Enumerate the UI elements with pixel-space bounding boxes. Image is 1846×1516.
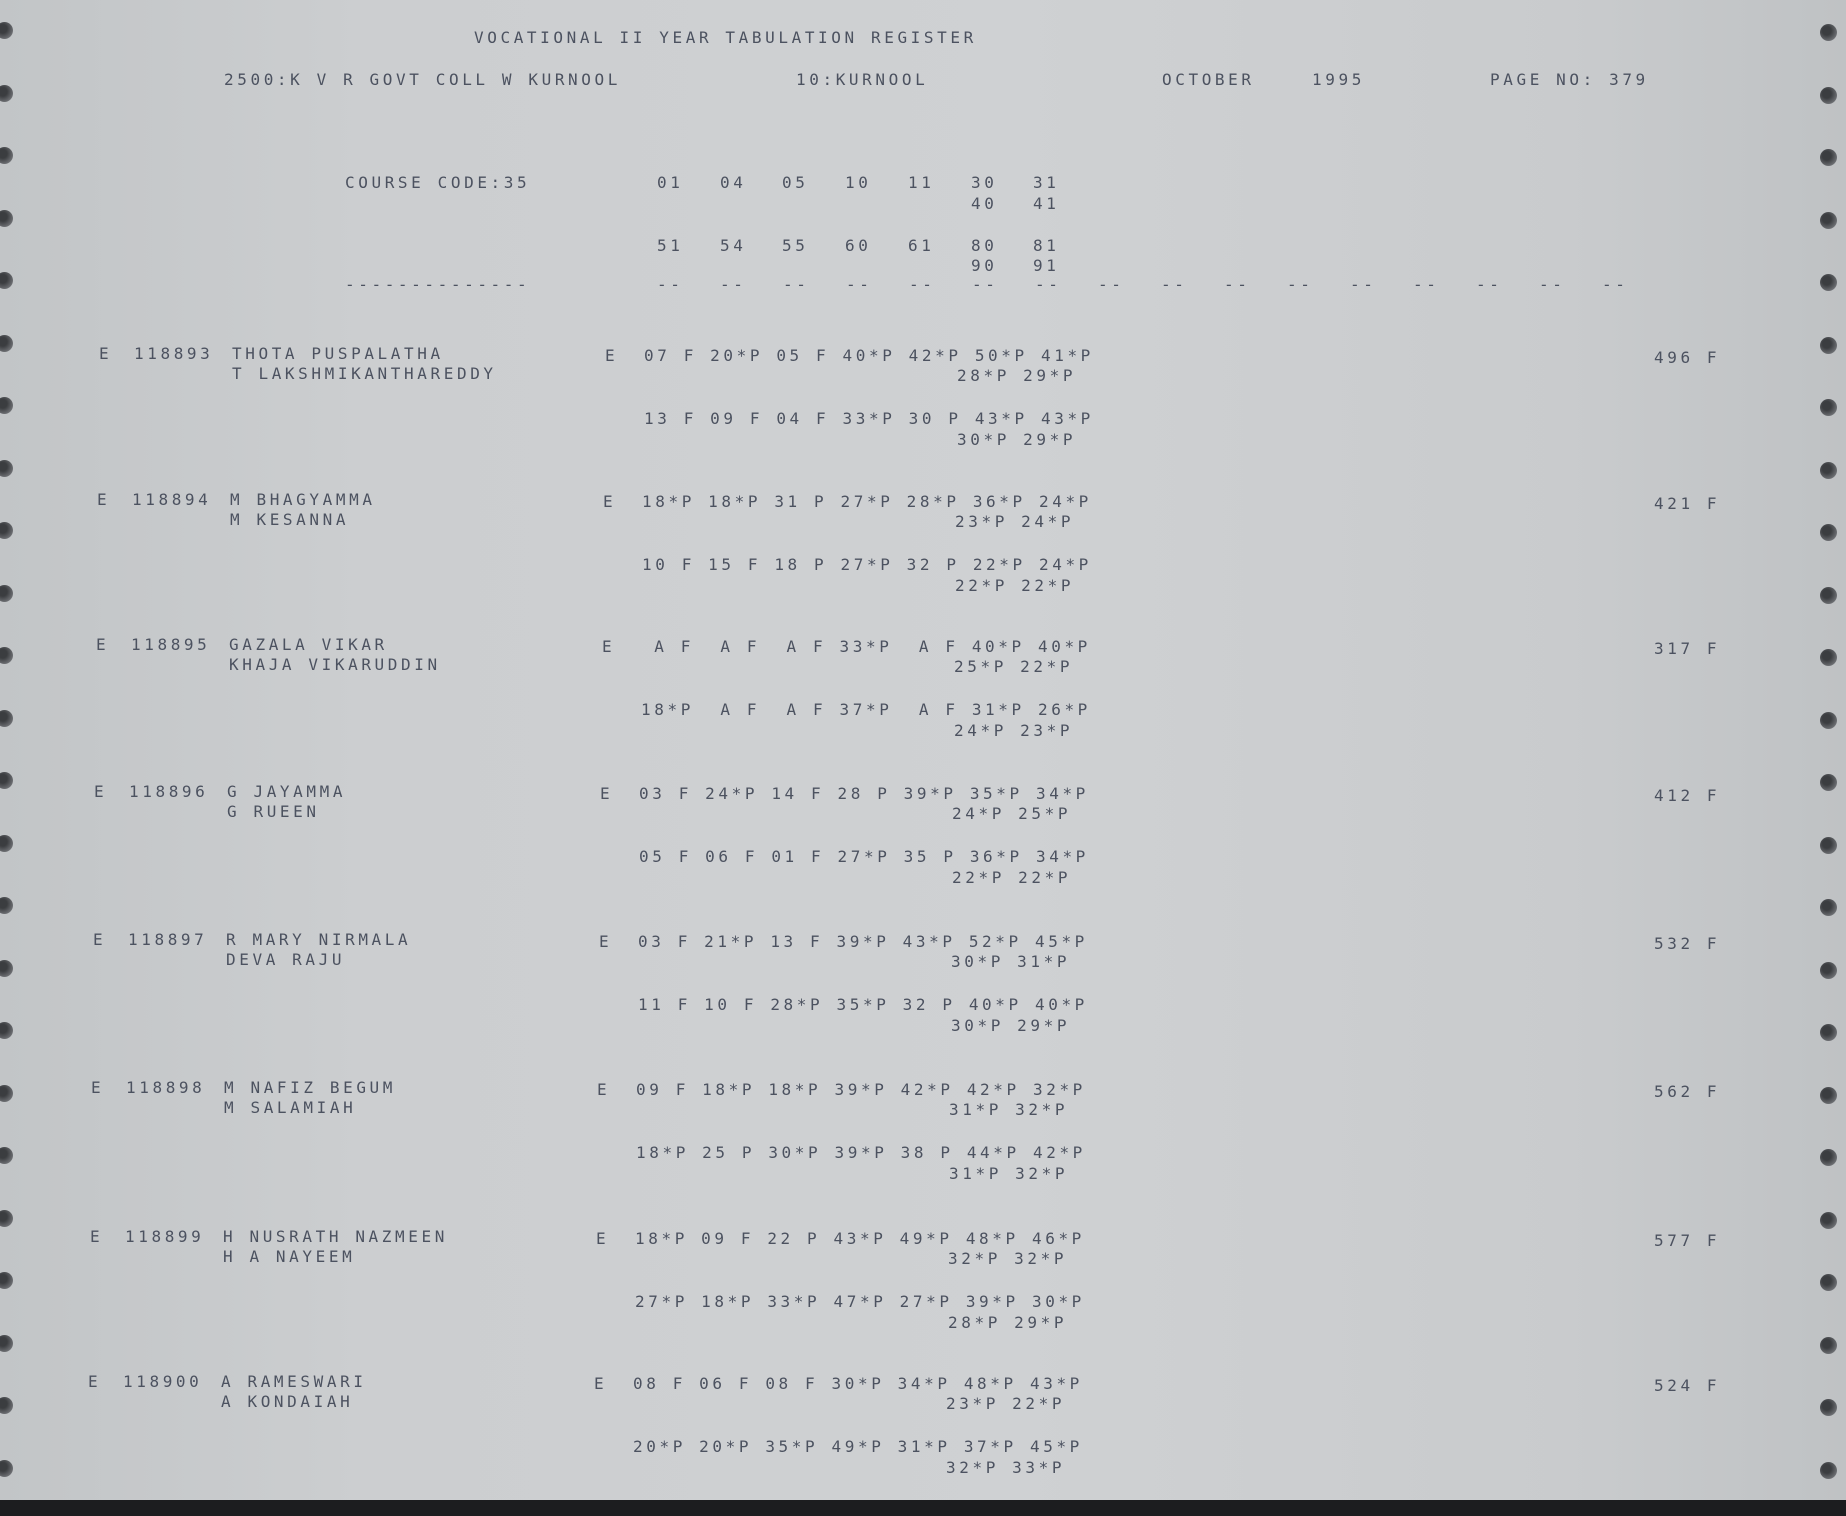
parent-name: H A NAYEEM <box>223 1247 356 1266</box>
subject-code: 55 <box>782 236 809 255</box>
column-dash: -- <box>1539 275 1566 294</box>
parent-name: A KONDAIAH <box>221 1392 354 1411</box>
marks-row-1b: 28*P 29*P <box>957 366 1077 385</box>
perforation-hole <box>1820 87 1837 104</box>
student-name: A RAMESWARI <box>221 1372 367 1391</box>
marks-row-2b: 24*P 23*P <box>954 721 1074 740</box>
exam-month: OCTOBER <box>1162 70 1255 89</box>
marks-row-2: 18*P 25 P 30*P 39*P 38 P 44*P 42*P <box>636 1143 1086 1162</box>
marks-row-1b: 25*P 22*P <box>954 657 1074 676</box>
perforation-hole <box>1820 649 1837 666</box>
marks-row-2b: 32*P 33*P <box>946 1458 1066 1477</box>
perforation-hole <box>1820 1274 1837 1291</box>
subject-code: 80 <box>971 236 998 255</box>
marks-row-2: 20*P 20*P 35*P 49*P 31*P 37*P 45*P <box>633 1437 1083 1456</box>
perforation-hole <box>0 210 13 227</box>
perforation-hole <box>0 1335 13 1352</box>
parent-name: M KESANNA <box>230 510 350 529</box>
subject-code: 90 <box>971 256 998 275</box>
perforation-hole <box>1820 462 1837 479</box>
roll-number: 118895 <box>131 635 211 654</box>
total-result: 524 F <box>1654 1376 1721 1395</box>
marks-row-2b: 22*P 22*P <box>952 868 1072 887</box>
perforation-hole <box>0 147 13 164</box>
subject-code: 60 <box>845 236 872 255</box>
marks-row-1b: 23*P 22*P <box>946 1394 1066 1413</box>
student-name: GAZALA VIKAR <box>229 635 388 654</box>
column-dash: -- <box>783 275 810 294</box>
marks-row-1b: 30*P 31*P <box>951 952 1071 971</box>
perforation-hole <box>0 1085 13 1102</box>
perforation-hole <box>0 1460 13 1477</box>
exam-year: 1995 <box>1312 70 1365 89</box>
subject-code: 05 <box>782 173 809 192</box>
roll-number: 118899 <box>125 1227 205 1246</box>
perforation-hole <box>0 1022 13 1039</box>
student-name: M NAFIZ BEGUM <box>224 1078 397 1097</box>
subject-code: 11 <box>908 173 935 192</box>
subject-code: 54 <box>720 236 747 255</box>
perforation-hole <box>0 1147 13 1164</box>
perforation-hole <box>0 1210 13 1227</box>
parent-name: KHAJA VIKARUDDIN <box>229 655 441 674</box>
subject-code: 41 <box>1033 194 1060 213</box>
subject-code: 40 <box>971 194 998 213</box>
perforation-hole <box>1820 337 1837 354</box>
exam-indicator: E <box>597 1080 611 1099</box>
exam-indicator: E <box>602 637 616 656</box>
exam-indicator: E <box>603 492 617 511</box>
exam-indicator: E <box>605 346 619 365</box>
college-label: 2500:K V R GOVT COLL W KURNOOL <box>224 70 621 89</box>
perforation-hole <box>0 647 13 664</box>
marks-row-1: 08 F 06 F 08 F 30*P 34*P 48*P 43*P <box>633 1374 1083 1393</box>
marks-row-1: 03 F 21*P 13 F 39*P 43*P 52*P 45*P <box>638 932 1088 951</box>
roll-number: 118897 <box>128 930 208 949</box>
subject-code: 51 <box>657 236 684 255</box>
roll-number: 118900 <box>123 1372 203 1391</box>
marks-row-1: A F A F A F 33*P A F 40*P 40*P <box>641 637 1091 656</box>
perforation-hole <box>1820 1337 1837 1354</box>
column-dash: -- <box>972 275 999 294</box>
subject-code: 10 <box>845 173 872 192</box>
subject-code: 61 <box>908 236 935 255</box>
record-flag: E <box>93 930 107 949</box>
subject-code: 30 <box>971 173 998 192</box>
record-flag: E <box>88 1372 102 1391</box>
perforation-hole <box>0 897 13 914</box>
course-dash: -------------- <box>345 275 531 294</box>
total-result: 532 F <box>1654 934 1721 953</box>
marks-row-2b: 30*P 29*P <box>951 1016 1071 1035</box>
page-bottom-edge <box>0 1500 1846 1516</box>
perforation-hole <box>1820 212 1837 229</box>
parent-name: T LAKSHMIKANTHAREDDY <box>232 364 497 383</box>
exam-indicator: E <box>600 784 614 803</box>
column-dash: -- <box>909 275 936 294</box>
perforation-hole <box>1820 149 1837 166</box>
perforation-hole <box>0 960 13 977</box>
marks-row-1b: 23*P 24*P <box>955 512 1075 531</box>
perforation-hole <box>1820 524 1837 541</box>
register-title: VOCATIONAL II YEAR TABULATION REGISTER <box>474 28 977 47</box>
marks-row-2: 10 F 15 F 18 P 27*P 32 P 22*P 24*P <box>642 555 1092 574</box>
marks-row-2: 18*P A F A F 37*P A F 31*P 26*P <box>641 700 1091 719</box>
student-name: R MARY NIRMALA <box>226 930 412 949</box>
page-number: PAGE NO: 379 <box>1490 70 1649 89</box>
perforation-hole <box>1820 1399 1837 1416</box>
perforation-hole <box>0 1272 13 1289</box>
record-flag: E <box>99 344 113 363</box>
perforation-hole <box>1820 24 1837 41</box>
parent-name: DEVA RAJU <box>226 950 346 969</box>
perforation-hole <box>1820 399 1837 416</box>
perforation-hole <box>1820 774 1837 791</box>
perforation-hole <box>1820 1149 1837 1166</box>
subject-code: 04 <box>720 173 747 192</box>
marks-row-2: 11 F 10 F 28*P 35*P 32 P 40*P 40*P <box>638 995 1088 1014</box>
perforation-hole <box>1820 274 1837 291</box>
perforation-hole <box>0 835 13 852</box>
perforation-hole <box>0 522 13 539</box>
exam-indicator: E <box>599 932 613 951</box>
marks-row-1: 09 F 18*P 18*P 39*P 42*P 42*P 32*P <box>636 1080 1086 1099</box>
total-result: 412 F <box>1654 786 1721 805</box>
marks-row-1: 07 F 20*P 05 F 40*P 42*P 50*P 41*P <box>644 346 1094 365</box>
perforation-hole <box>0 710 13 727</box>
perforation-hole <box>1820 1462 1837 1479</box>
marks-row-2b: 28*P 29*P <box>948 1313 1068 1332</box>
student-name: THOTA PUSPALATHA <box>232 344 444 363</box>
subject-code: 01 <box>657 173 684 192</box>
student-name: G JAYAMMA <box>227 782 347 801</box>
perforation-hole <box>1820 1024 1837 1041</box>
subject-code: 91 <box>1033 256 1060 275</box>
roll-number: 118898 <box>126 1078 206 1097</box>
subject-code: 81 <box>1033 236 1060 255</box>
perforation-hole <box>1820 1212 1837 1229</box>
total-result: 562 F <box>1654 1082 1721 1101</box>
total-result: 496 F <box>1654 348 1721 367</box>
roll-number: 118896 <box>129 782 209 801</box>
perforation-hole <box>0 585 13 602</box>
perforation-hole <box>0 460 13 477</box>
column-dash: -- <box>846 275 873 294</box>
record-flag: E <box>94 782 108 801</box>
perforation-hole <box>0 772 13 789</box>
perforation-hole <box>0 85 13 102</box>
perforation-hole <box>1820 712 1837 729</box>
perforation-hole <box>0 272 13 289</box>
perforation-hole <box>1820 837 1837 854</box>
column-dash: -- <box>1287 275 1314 294</box>
column-dash: -- <box>1476 275 1503 294</box>
marks-row-2: 05 F 06 F 01 F 27*P 35 P 36*P 34*P <box>639 847 1089 866</box>
marks-row-1: 18*P 09 F 22 P 43*P 49*P 48*P 46*P <box>635 1229 1085 1248</box>
exam-indicator: E <box>596 1229 610 1248</box>
record-flag: E <box>90 1227 104 1246</box>
marks-row-2b: 30*P 29*P <box>957 430 1077 449</box>
column-dash: -- <box>657 275 684 294</box>
record-flag: E <box>97 490 111 509</box>
total-result: 317 F <box>1654 639 1721 658</box>
student-name: M BHAGYAMMA <box>230 490 376 509</box>
marks-row-1: 03 F 24*P 14 F 28 P 39*P 35*P 34*P <box>639 784 1089 803</box>
marks-row-1b: 31*P 32*P <box>949 1100 1069 1119</box>
marks-row-1b: 32*P 32*P <box>948 1249 1068 1268</box>
perforation-hole <box>1820 962 1837 979</box>
parent-name: G RUEEN <box>227 802 320 821</box>
column-dash: -- <box>1224 275 1251 294</box>
perforation-hole <box>0 22 13 39</box>
perforation-hole <box>0 397 13 414</box>
perforation-hole <box>0 335 13 352</box>
roll-number: 118893 <box>134 344 214 363</box>
subject-code: 31 <box>1033 173 1060 192</box>
column-dash: -- <box>1161 275 1188 294</box>
column-dash: -- <box>1098 275 1125 294</box>
column-dash: -- <box>720 275 747 294</box>
marks-row-1: 18*P 18*P 31 P 27*P 28*P 36*P 24*P <box>642 492 1092 511</box>
column-dash: -- <box>1350 275 1377 294</box>
total-result: 577 F <box>1654 1231 1721 1250</box>
perforation-hole <box>1820 587 1837 604</box>
record-flag: E <box>96 635 110 654</box>
parent-name: M SALAMIAH <box>224 1098 357 1117</box>
column-dash: -- <box>1413 275 1440 294</box>
marks-row-2b: 31*P 32*P <box>949 1164 1069 1183</box>
district-label: 10:KURNOOL <box>796 70 929 89</box>
perforation-hole <box>1820 1087 1837 1104</box>
perforation-hole <box>1820 899 1837 916</box>
course-code: COURSE CODE:35 <box>345 173 531 192</box>
marks-row-2b: 22*P 22*P <box>955 576 1075 595</box>
total-result: 421 F <box>1654 494 1721 513</box>
marks-row-2: 13 F 09 F 04 F 33*P 30 P 43*P 43*P <box>644 409 1094 428</box>
perforation-hole <box>0 1397 13 1414</box>
column-dash: -- <box>1035 275 1062 294</box>
exam-indicator: E <box>594 1374 608 1393</box>
column-dash: -- <box>1602 275 1629 294</box>
roll-number: 118894 <box>132 490 212 509</box>
marks-row-2: 27*P 18*P 33*P 47*P 27*P 39*P 30*P <box>635 1292 1085 1311</box>
marks-row-1b: 24*P 25*P <box>952 804 1072 823</box>
record-flag: E <box>91 1078 105 1097</box>
student-name: H NUSRATH NAZMEEN <box>223 1227 448 1246</box>
